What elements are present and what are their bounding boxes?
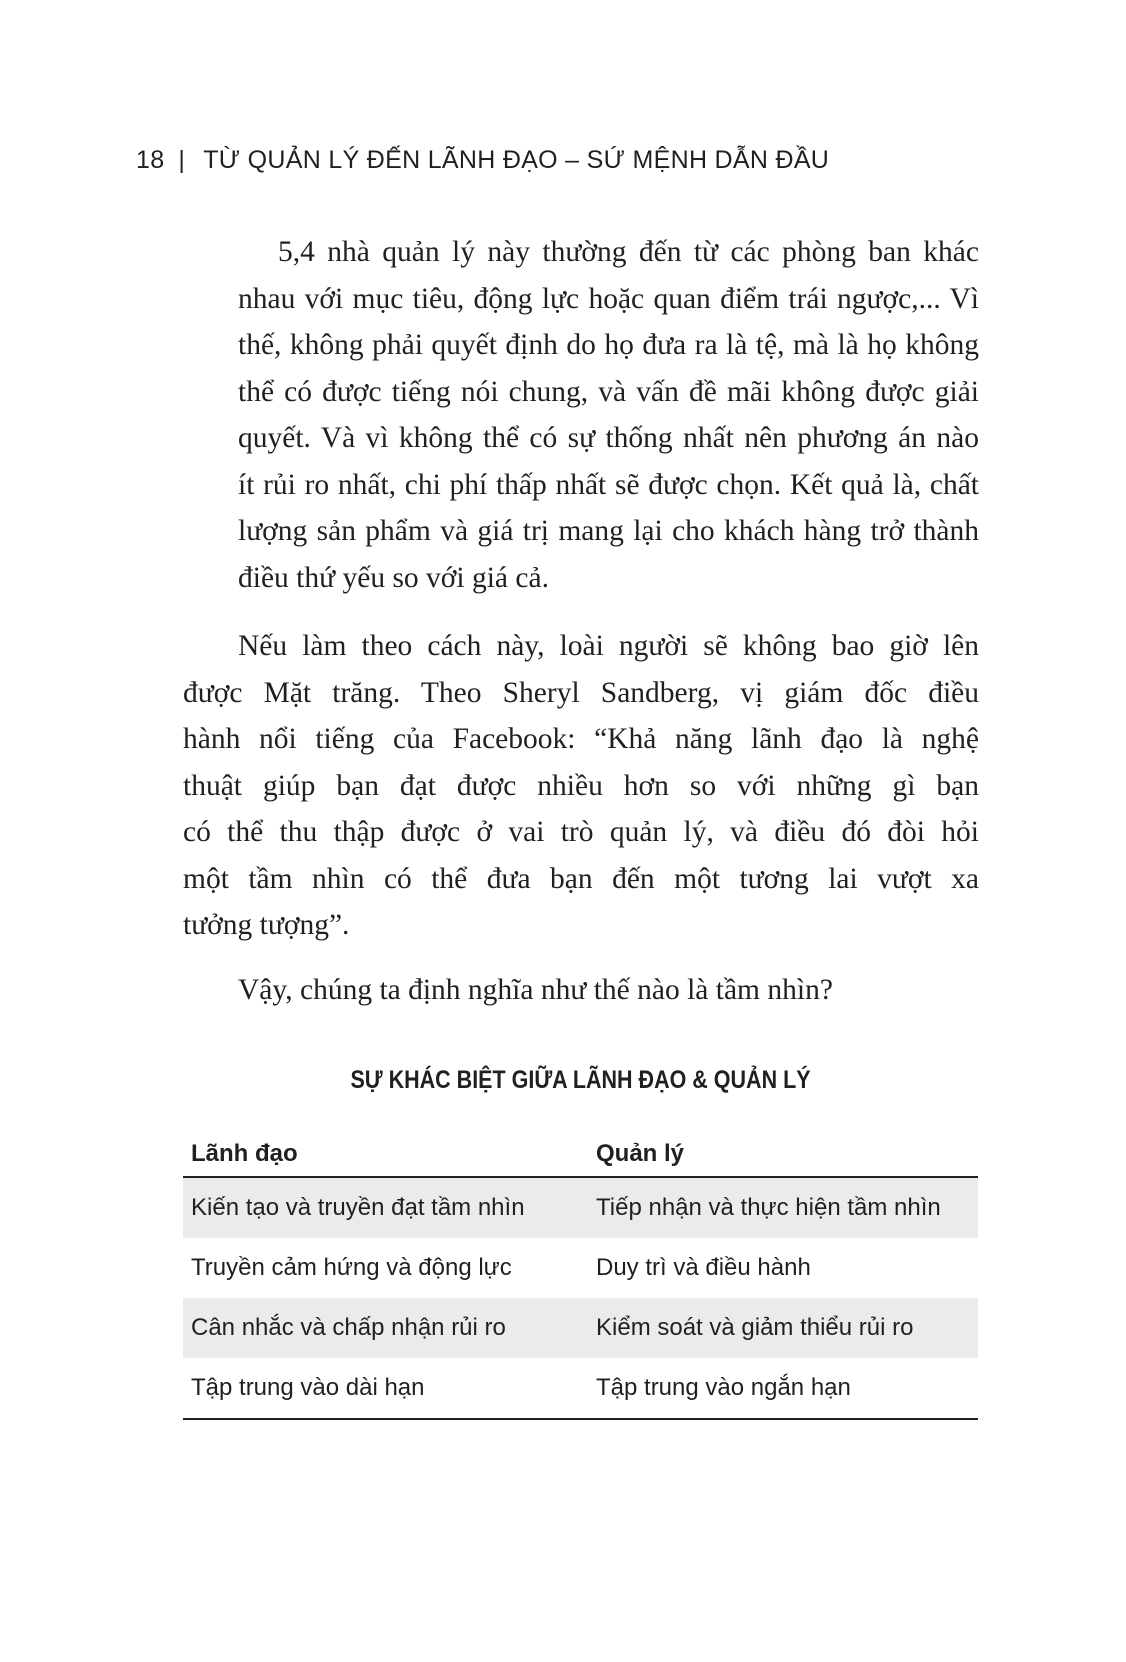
table-cell: Kiến tạo và truyền đạt tầm nhìn	[183, 1177, 588, 1238]
table-cell: Tập trung vào dài hạn	[183, 1358, 588, 1419]
page-number: 18	[136, 146, 165, 174]
running-header	[136, 146, 829, 175]
table-cell: Cân nhắc và chấp nhận rủi ro	[183, 1298, 588, 1358]
table-cell: Truyền cảm hứng và động lực	[191, 1254, 512, 1281]
text-line: hành nổi tiếng của Facebook: “Khả năng lãnh đạo là nghệ	[183, 723, 979, 755]
header-separator: |	[178, 146, 186, 174]
text-line: thuật giúp bạn đạt được nhiều hơn so với những gì bạn	[183, 769, 979, 802]
table-row	[183, 1177, 978, 1238]
text-line: một tầm nhìn có thể đưa bạn đến một tương lai vượt xa	[183, 862, 979, 895]
comparison-table	[183, 1132, 978, 1420]
table-cell: Tiếp nhận và thực hiện tầm nhìn	[588, 1177, 978, 1238]
text-line: Vậy, chúng ta định nghĩa như thế nào là tầm nhìn?	[238, 974, 833, 1006]
text-line: lượng sản phẩm và giá trị mang lại cho khách hàng trở thành	[238, 515, 979, 547]
table-title: SỰ KHÁC BIỆT GIỮA LÃNH ĐẠO & QUẢN LÝ	[350, 1066, 811, 1094]
text-line: được Mặt trăng. Theo Sheryl Sandberg, vị giám đốc điều	[183, 676, 979, 709]
text-line: có thể thu thập được ở vai trò quản lý, và điều đó đòi hỏi	[183, 816, 979, 848]
book-title: TỪ QUẢN LÝ ĐẾN LÃNH ĐẠO – SỨ MỆNH DẪN ĐẦU	[203, 146, 830, 174]
text-line: tưởng tượng”.	[183, 909, 350, 941]
text-line: nhau với mục tiêu, động lực hoặc quan điểm trái ngược,... Vì	[238, 282, 979, 315]
paragraph-2	[183, 623, 979, 949]
column-header-leader: Lãnh đạo	[183, 1132, 588, 1177]
table-row	[183, 1298, 978, 1358]
text-line: điều thứ yếu so với giá cả.	[238, 561, 549, 594]
table-cell: Duy trì và điều hành	[596, 1254, 811, 1281]
table-cell: Kiểm soát và giảm thiểu rủi ro	[588, 1298, 978, 1358]
table-row	[183, 1358, 978, 1419]
table-row	[183, 1238, 978, 1298]
text-line: 5,4 nhà quản lý này thường đến từ các phòng ban khác	[278, 236, 979, 268]
text-line: quyết. Và vì không thể có sự thống nhất nên phương án nào	[238, 422, 979, 454]
text-line: Nếu làm theo cách này, loài người sẽ không bao giờ lên	[238, 630, 979, 662]
paragraph-1	[238, 229, 979, 601]
table-cell: Tập trung vào ngắn hạn	[588, 1358, 978, 1419]
table-header-row	[183, 1132, 978, 1177]
column-header-manager: Quản lý	[588, 1132, 978, 1177]
text-line: ít rủi ro nhất, chi phí thấp nhất sẽ được chọn. Kết quả là, chất	[238, 468, 979, 501]
text-line: thế, không phải quyết định do họ đưa ra là tệ, mà là họ không	[238, 329, 979, 361]
paragraph-3	[238, 967, 979, 1014]
text-line: thể có được tiếng nói chung, và vấn đề mãi không được giải	[238, 375, 979, 408]
